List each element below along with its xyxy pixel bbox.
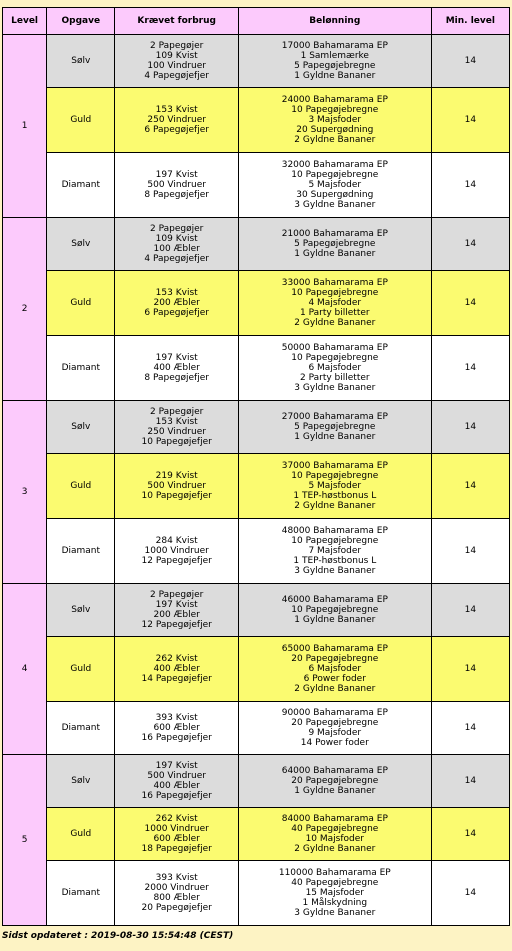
rewards-table-body <box>3 35 509 925</box>
reward-item: 20 Papegøjebregne <box>291 718 379 728</box>
reward-item: 1 Gyldne Bananer <box>294 786 376 796</box>
min-level-cell: 14 <box>432 755 509 807</box>
required-item: 2000 Vindruer <box>144 883 209 893</box>
required-item: 197 Kvist <box>155 761 198 771</box>
reward-item: 2 Party billetter <box>300 373 370 383</box>
reward-item: 7 Majsfoder <box>308 546 362 556</box>
reward-item: 15 Majsfoder <box>305 888 364 898</box>
reward-item: 10 Papegøjebregne <box>291 105 379 115</box>
required-item: 400 Æbler <box>153 664 200 674</box>
required-item: 500 Vindruer <box>147 481 206 491</box>
required-item: 153 Kvist <box>155 288 198 298</box>
reward-cell <box>239 271 431 335</box>
reward-item: 46000 Bahamarama EP <box>281 595 388 605</box>
reward-item: 1 Gyldne Bananer <box>294 71 376 81</box>
reward-item: 1 TEP-høstbonus L <box>293 491 377 501</box>
reward-cell <box>239 637 431 701</box>
reward-item: 30 Supergødning <box>296 190 374 200</box>
reward-item: 10 Papegøjebregne <box>291 605 379 615</box>
required-item: 1000 Vindruer <box>144 546 209 556</box>
reward-cell <box>239 861 431 925</box>
task-name-cell: Sølv <box>47 35 114 87</box>
reward-item: 21000 Bahamarama EP <box>281 229 388 239</box>
required-item: 8 Papegøjefjer <box>144 190 209 200</box>
task-name-cell: Sølv <box>47 755 114 807</box>
rewards-table <box>2 7 510 926</box>
required-item: 197 Kvist <box>155 353 198 363</box>
required-item: 500 Vindruer <box>147 771 206 781</box>
reward-item: 17000 Bahamarama EP <box>281 41 388 51</box>
reward-item: 1 Samlemærke <box>300 51 369 61</box>
reward-item: 110000 Bahamarama EP <box>278 868 391 878</box>
level-cell: 2 <box>3 218 46 400</box>
required-item: 2 Papegøjer <box>150 407 204 417</box>
reward-item: 90000 Bahamarama EP <box>281 708 388 718</box>
min-level-cell: 14 <box>432 519 509 583</box>
required-cell <box>115 755 237 807</box>
reward-item: 40 Papegøjebregne <box>291 824 379 834</box>
required-item: 393 Kvist <box>155 713 198 723</box>
reward-item: 1 Målskydning <box>302 898 368 908</box>
reward-item: 14 Power foder <box>300 738 369 748</box>
reward-item: 27000 Bahamarama EP <box>281 412 388 422</box>
reward-item: 6 Power foder <box>303 674 366 684</box>
reward-item: 6 Majsfoder <box>308 664 362 674</box>
header-belonning: Belønning <box>239 8 431 34</box>
required-cell <box>115 218 237 270</box>
reward-item: 6 Majsfoder <box>308 363 362 373</box>
required-cell <box>115 861 237 925</box>
header-opgave: Opgave <box>47 8 114 34</box>
required-cell <box>115 88 237 152</box>
reward-item: 1 Gyldne Bananer <box>294 615 376 625</box>
min-level-cell: 14 <box>432 271 509 335</box>
required-cell <box>115 519 237 583</box>
reward-item: 10 Majsfoder <box>305 834 364 844</box>
required-item: 250 Vindruer <box>147 115 206 125</box>
reward-item: 2 Gyldne Bananer <box>294 135 376 145</box>
required-item: 197 Kvist <box>155 170 198 180</box>
required-item: 600 Æbler <box>153 723 200 733</box>
task-row <box>3 808 509 860</box>
reward-item: 10 Papegøjebregne <box>291 536 379 546</box>
task-row <box>3 336 509 400</box>
reward-cell <box>239 218 431 270</box>
reward-item: 24000 Bahamarama EP <box>281 95 388 105</box>
required-cell <box>115 271 237 335</box>
reward-item: 3 Majsfoder <box>308 115 362 125</box>
reward-item: 20 Papegøjebregne <box>291 776 379 786</box>
required-item: 16 Papegøjefjer <box>141 791 212 801</box>
required-cell <box>115 336 237 400</box>
reward-item: 2 Gyldne Bananer <box>294 684 376 694</box>
required-item: 109 Kvist <box>155 51 198 61</box>
required-item: 250 Vindruer <box>147 427 206 437</box>
task-name-cell: Guld <box>47 271 114 335</box>
task-row <box>3 218 509 270</box>
required-item: 2 Papegøjer <box>150 41 204 51</box>
min-level-cell: 14 <box>432 401 509 453</box>
required-item: 262 Kvist <box>155 814 198 824</box>
required-item: 262 Kvist <box>155 654 198 664</box>
required-item: 10 Papegøjefjer <box>141 437 212 447</box>
reward-item: 50000 Bahamarama EP <box>281 343 388 353</box>
required-item: 100 Vindruer <box>147 61 206 71</box>
task-name-cell: Guld <box>47 454 114 518</box>
reward-cell <box>239 702 431 754</box>
reward-cell <box>239 584 431 636</box>
reward-cell <box>239 35 431 87</box>
reward-item: 9 Majsfoder <box>308 728 362 738</box>
task-name-cell: Diamant <box>47 519 114 583</box>
reward-item: 4 Majsfoder <box>308 298 362 308</box>
required-item: 14 Papegøjefjer <box>141 674 212 684</box>
required-item: 109 Kvist <box>155 234 198 244</box>
required-item: 18 Papegøjefjer <box>141 844 212 854</box>
reward-cell <box>239 88 431 152</box>
reward-item: 1 Party billetter <box>300 308 370 318</box>
task-row <box>3 861 509 925</box>
reward-cell <box>239 401 431 453</box>
reward-item: 40 Papegøjebregne <box>291 878 379 888</box>
required-item: 400 Æbler <box>153 363 200 373</box>
required-item: 800 Æbler <box>153 893 200 903</box>
reward-item: 10 Papegøjebregne <box>291 353 379 363</box>
task-name-cell: Sølv <box>47 218 114 270</box>
task-row <box>3 584 509 636</box>
min-level-cell: 14 <box>432 454 509 518</box>
required-item: 12 Papegøjefjer <box>141 620 212 630</box>
reward-item: 64000 Bahamarama EP <box>281 766 388 776</box>
reward-item: 3 Gyldne Bananer <box>294 908 376 918</box>
task-name-cell: Diamant <box>47 861 114 925</box>
reward-item: 10 Papegøjebregne <box>291 170 379 180</box>
task-row <box>3 519 509 583</box>
reward-item: 65000 Bahamarama EP <box>281 644 388 654</box>
min-level-cell: 14 <box>432 218 509 270</box>
reward-item: 1 TEP-høstbonus L <box>293 556 377 566</box>
reward-item: 33000 Bahamarama EP <box>281 278 388 288</box>
reward-item: 20 Supergødning <box>296 125 374 135</box>
reward-item: 2 Gyldne Bananer <box>294 501 376 511</box>
required-item: 200 Æbler <box>153 298 200 308</box>
rewards-table-wrapper <box>2 7 510 926</box>
reward-item: 3 Gyldne Bananer <box>294 383 376 393</box>
required-item: 200 Æbler <box>153 610 200 620</box>
required-item: 500 Vindruer <box>147 180 206 190</box>
task-row <box>3 454 509 518</box>
task-row <box>3 637 509 701</box>
task-row <box>3 755 509 807</box>
required-item: 1000 Vindruer <box>144 824 209 834</box>
level-cell: 1 <box>3 35 46 217</box>
reward-item: 1 Gyldne Bananer <box>294 432 376 442</box>
required-cell <box>115 584 237 636</box>
reward-cell <box>239 153 431 217</box>
min-level-cell: 14 <box>432 35 509 87</box>
reward-cell <box>239 755 431 807</box>
level-cell: 5 <box>3 755 46 925</box>
task-row <box>3 401 509 453</box>
required-item: 4 Papegøjefjer <box>144 254 209 264</box>
required-item: 153 Kvist <box>155 105 198 115</box>
reward-item: 10 Papegøjebregne <box>291 288 379 298</box>
required-item: 8 Papegøjefjer <box>144 373 209 383</box>
header-row <box>3 8 509 34</box>
required-item: 12 Papegøjefjer <box>141 556 212 566</box>
last-updated-footer: Sidst opdateret : 2019-08-30 15:54:48 (CEST) <box>2 931 234 941</box>
task-name-cell: Diamant <box>47 153 114 217</box>
task-name-cell: Diamant <box>47 702 114 754</box>
reward-item: 32000 Bahamarama EP <box>281 160 388 170</box>
level-cell: 4 <box>3 584 46 754</box>
task-name-cell: Sølv <box>47 401 114 453</box>
required-item: 400 Æbler <box>153 781 200 791</box>
min-level-cell: 14 <box>432 808 509 860</box>
header-kraevet-forbrug: Krævet forbrug <box>115 8 237 34</box>
required-cell <box>115 637 237 701</box>
min-level-cell: 14 <box>432 637 509 701</box>
required-item: 6 Papegøjefjer <box>144 125 209 135</box>
required-cell <box>115 401 237 453</box>
task-name-cell: Diamant <box>47 336 114 400</box>
required-item: 600 Æbler <box>153 834 200 844</box>
required-item: 4 Papegøjefjer <box>144 71 209 81</box>
required-item: 16 Papegøjefjer <box>141 733 212 743</box>
required-item: 2 Papegøjer <box>150 224 204 234</box>
min-level-cell: 14 <box>432 88 509 152</box>
task-row <box>3 35 509 87</box>
task-row <box>3 88 509 152</box>
task-row <box>3 702 509 754</box>
task-row <box>3 153 509 217</box>
min-level-cell: 14 <box>432 153 509 217</box>
reward-cell <box>239 519 431 583</box>
required-item: 284 Kvist <box>155 536 198 546</box>
min-level-cell: 14 <box>432 861 509 925</box>
reward-item: 1 Gyldne Bananer <box>294 249 376 259</box>
required-cell <box>115 454 237 518</box>
task-name-cell: Guld <box>47 88 114 152</box>
reward-item: 84000 Bahamarama EP <box>281 814 388 824</box>
reward-cell <box>239 454 431 518</box>
reward-item: 5 Papegøjebregne <box>294 61 376 71</box>
task-name-cell: Guld <box>47 637 114 701</box>
required-item: 2 Papegøjer <box>150 590 204 600</box>
reward-item: 5 Papegøjebregne <box>294 239 376 249</box>
required-item: 6 Papegøjefjer <box>144 308 209 318</box>
reward-item: 10 Papegøjebregne <box>291 471 379 481</box>
reward-item: 3 Gyldne Bananer <box>294 566 376 576</box>
reward-item: 3 Gyldne Bananer <box>294 200 376 210</box>
reward-item: 5 Majsfoder <box>308 180 362 190</box>
required-item: 197 Kvist <box>155 600 198 610</box>
reward-item: 37000 Bahamarama EP <box>281 461 388 471</box>
reward-item: 2 Gyldne Bananer <box>294 318 376 328</box>
task-name-cell: Sølv <box>47 584 114 636</box>
required-item: 20 Papegøjefjer <box>141 903 212 913</box>
required-item: 219 Kvist <box>155 471 198 481</box>
reward-item: 5 Papegøjebregne <box>294 422 376 432</box>
level-cell: 3 <box>3 401 46 583</box>
min-level-cell: 14 <box>432 702 509 754</box>
reward-cell <box>239 336 431 400</box>
required-cell <box>115 702 237 754</box>
required-cell <box>115 808 237 860</box>
header-level: Level <box>3 8 46 34</box>
task-name-cell: Guld <box>47 808 114 860</box>
reward-cell <box>239 808 431 860</box>
reward-item: 20 Papegøjebregne <box>291 654 379 664</box>
required-item: 10 Papegøjefjer <box>141 491 212 501</box>
min-level-cell: 14 <box>432 336 509 400</box>
reward-item: 48000 Bahamarama EP <box>281 526 388 536</box>
task-row <box>3 271 509 335</box>
required-item: 100 Æbler <box>153 244 200 254</box>
required-cell <box>115 35 237 87</box>
header-min-level: Min. level <box>432 8 509 34</box>
required-item: 393 Kvist <box>155 873 198 883</box>
reward-item: 5 Majsfoder <box>308 481 362 491</box>
reward-item: 2 Gyldne Bananer <box>294 844 376 854</box>
required-cell <box>115 153 237 217</box>
required-item: 153 Kvist <box>155 417 198 427</box>
min-level-cell: 14 <box>432 584 509 636</box>
